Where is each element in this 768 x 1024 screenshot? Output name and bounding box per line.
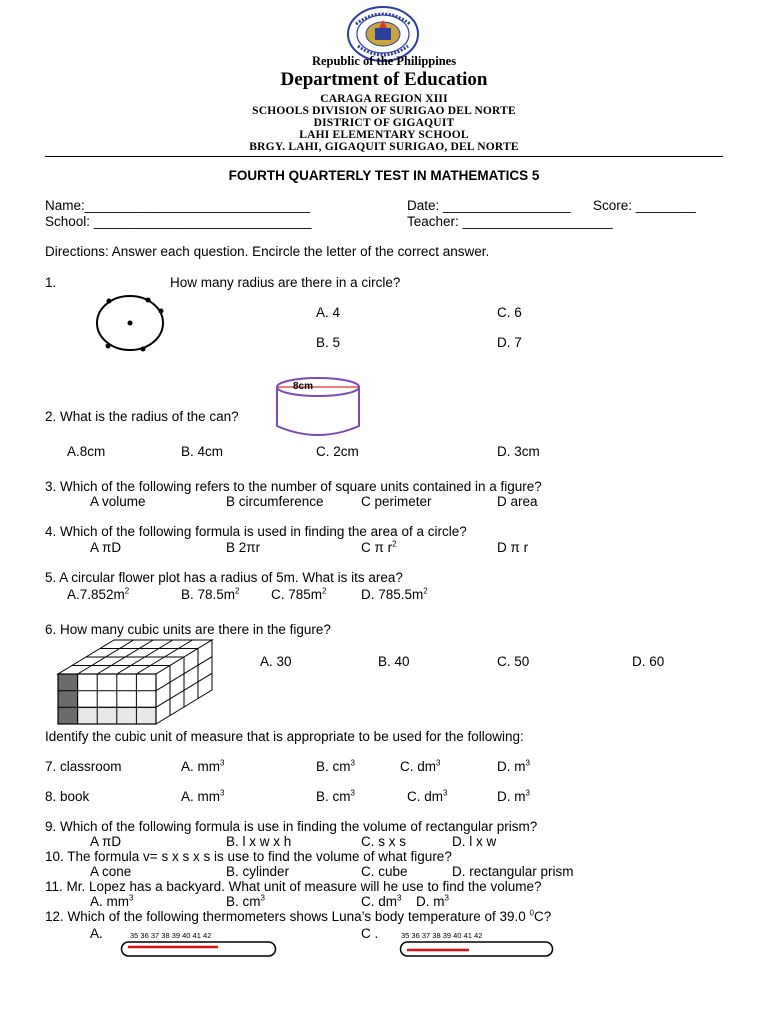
q4-option-d[interactable]: D π r — [497, 540, 529, 555]
header-divider — [45, 156, 723, 157]
q4-text: 4. Which of the following formula is used in finding the area of a circle? — [45, 524, 467, 539]
q5-text: 5. A circular flower plot has a radius of 5m. What is its area? — [45, 570, 403, 585]
cube-prism-figure — [56, 638, 214, 726]
q10-option-c[interactable]: C. cube — [361, 864, 408, 879]
q11-option-a[interactable]: A. $mm^3$ — [90, 893, 134, 909]
q5-option-a[interactable]: $A.7.852m^2$ — [67, 586, 130, 602]
q3-option-c[interactable]: C perimeter — [361, 494, 432, 509]
q10-option-d[interactable]: D. rectangular prism — [452, 864, 574, 879]
q11-option-c[interactable]: C. $dm^3$ — [361, 893, 402, 909]
q10-option-b[interactable]: B. cylinder — [226, 864, 290, 879]
header-region: CARAGA REGION XIII — [320, 93, 448, 105]
q2-option-c[interactable]: C. 2cm — [316, 444, 359, 459]
name-field[interactable]: Name:______________________________ — [45, 198, 311, 213]
q1-option-b[interactable]: B. 5 — [316, 335, 341, 350]
q10-option-a[interactable]: A cone — [90, 864, 132, 879]
q11-option-d[interactable]: D. $m^3$ — [416, 893, 449, 909]
q4-option-b[interactable]: B 2πr — [226, 540, 261, 555]
thermometer-a-scale: 35 36 37 38 39 40 41 42 — [130, 931, 212, 940]
q2-text: 2. What is the radius of the can? — [45, 409, 239, 424]
q6-option-b[interactable]: B. 40 — [378, 654, 410, 669]
q3-option-b[interactable]: B circumference — [226, 494, 324, 509]
q11-text: 11. Mr. Lopez has a backyard. What unit of measure will he use to find the volume? — [45, 879, 542, 894]
school-field[interactable]: School: _____________________________ — [45, 214, 312, 229]
thermometer-c[interactable] — [399, 940, 555, 958]
q1-option-c[interactable]: C. 6 — [497, 305, 522, 320]
identify-instruction: Identify the cubic unit of measure that is appropriate to be used for the following: — [45, 729, 524, 744]
q5-option-b[interactable]: B. $78.5m^2$ — [181, 586, 240, 602]
q7-option-d[interactable]: D. $m^3$ — [497, 758, 530, 774]
department-title: Department of Education — [280, 69, 488, 90]
q2-option-b[interactable]: B. 4cm — [181, 444, 224, 459]
q3-text: 3. Which of the following refers to the number of square units contained in a figure? — [45, 479, 542, 494]
q7-text: 7. classroom — [45, 759, 122, 774]
q4-option-a[interactable]: A πD — [90, 540, 122, 555]
q8-option-b[interactable]: B. $cm^3$ — [316, 788, 355, 804]
test-title: FOURTH QUARTERLY TEST IN MATHEMATICS 5 — [228, 168, 540, 183]
q1-number: 1. — [45, 275, 57, 290]
q12-text: 12. Which of the following thermometers shows Luna’s body temperature of 39.0 $^0$C? — [45, 908, 552, 924]
date-field[interactable]: Date: _________________ — [407, 198, 571, 213]
q8-text: 8. book — [45, 789, 90, 804]
q7-option-a[interactable]: A. $mm^3$ — [181, 758, 225, 774]
q6-option-d[interactable]: D. 60 — [632, 654, 665, 669]
header-division: SCHOOLS DIVISION OF SURIGAO DEL NORTE — [252, 105, 516, 117]
republic-line: Republic of the Philippines — [311, 54, 457, 68]
score-field[interactable]: Score: ________ — [593, 198, 696, 213]
q2-option-d[interactable]: D. 3cm — [497, 444, 540, 459]
can-diameter-label: 8cm — [293, 381, 314, 392]
header-school: LAHI ELEMENTARY SCHOOL — [299, 129, 469, 141]
q3-option-d[interactable]: D area — [497, 494, 538, 509]
teacher-field[interactable]: Teacher: ____________________ — [407, 214, 613, 229]
q1-option-a[interactable]: A. 4 — [316, 305, 341, 320]
q1-option-d[interactable]: D. 7 — [497, 335, 522, 350]
header-address: BRGY. LAHI, GIGAQUIT SURIGAO, DEL NORTE — [249, 141, 519, 153]
q3-option-a[interactable]: A volume — [90, 494, 146, 509]
q5-option-d[interactable]: D. $785.5m^2$ — [361, 586, 428, 602]
q5-option-c[interactable]: C. $785m^2$ — [271, 586, 327, 602]
q9-option-d[interactable]: D. l x w — [452, 834, 497, 849]
thermometer-a[interactable] — [120, 940, 278, 958]
q11-option-b[interactable]: B. $cm^3$ — [226, 893, 265, 909]
q6-option-a[interactable]: A. 30 — [260, 654, 292, 669]
q8-option-a[interactable]: A. $mm^3$ — [181, 788, 225, 804]
q8-option-d[interactable]: D. $m^3$ — [497, 788, 530, 804]
q9-option-a[interactable]: A πD — [90, 834, 122, 849]
q10-text: 10. The formula v= s x s x s is use to find the volume of what figure? — [45, 849, 452, 864]
q4-option-c[interactable]: C π $r^2$ — [361, 539, 397, 555]
thermometer-c-scale: 35 36 37 38 39 40 41 42 — [401, 931, 483, 940]
circle-figure — [93, 294, 169, 356]
header-district: DISTRICT OF GIGAQUIT — [313, 117, 455, 129]
q6-text: 6. How many cubic units are there in the figure? — [45, 622, 331, 637]
q8-option-c[interactable]: C. $dm^3$ — [407, 788, 448, 804]
directions: Directions: Answer each question. Encircle the letter of the correct answer. — [45, 244, 490, 259]
q9-text: 9. Which of the following formula is use in finding the volume of rectangular prism? — [45, 819, 538, 834]
q7-option-b[interactable]: B. $cm^3$ — [316, 758, 355, 774]
q1-text: How many radius are there in a circle? — [170, 275, 401, 290]
can-figure — [274, 376, 364, 440]
q9-option-c[interactable]: C. s x s — [361, 834, 407, 849]
q12-option-c[interactable]: C . — [361, 926, 379, 941]
q2-option-a[interactable]: A.8cm — [67, 444, 106, 459]
q6-option-c[interactable]: C. 50 — [497, 654, 530, 669]
q12-option-a[interactable]: A. — [90, 926, 103, 941]
q9-option-b[interactable]: B. l x w x h — [226, 834, 292, 849]
q7-option-c[interactable]: C. $dm^3$ — [400, 758, 441, 774]
